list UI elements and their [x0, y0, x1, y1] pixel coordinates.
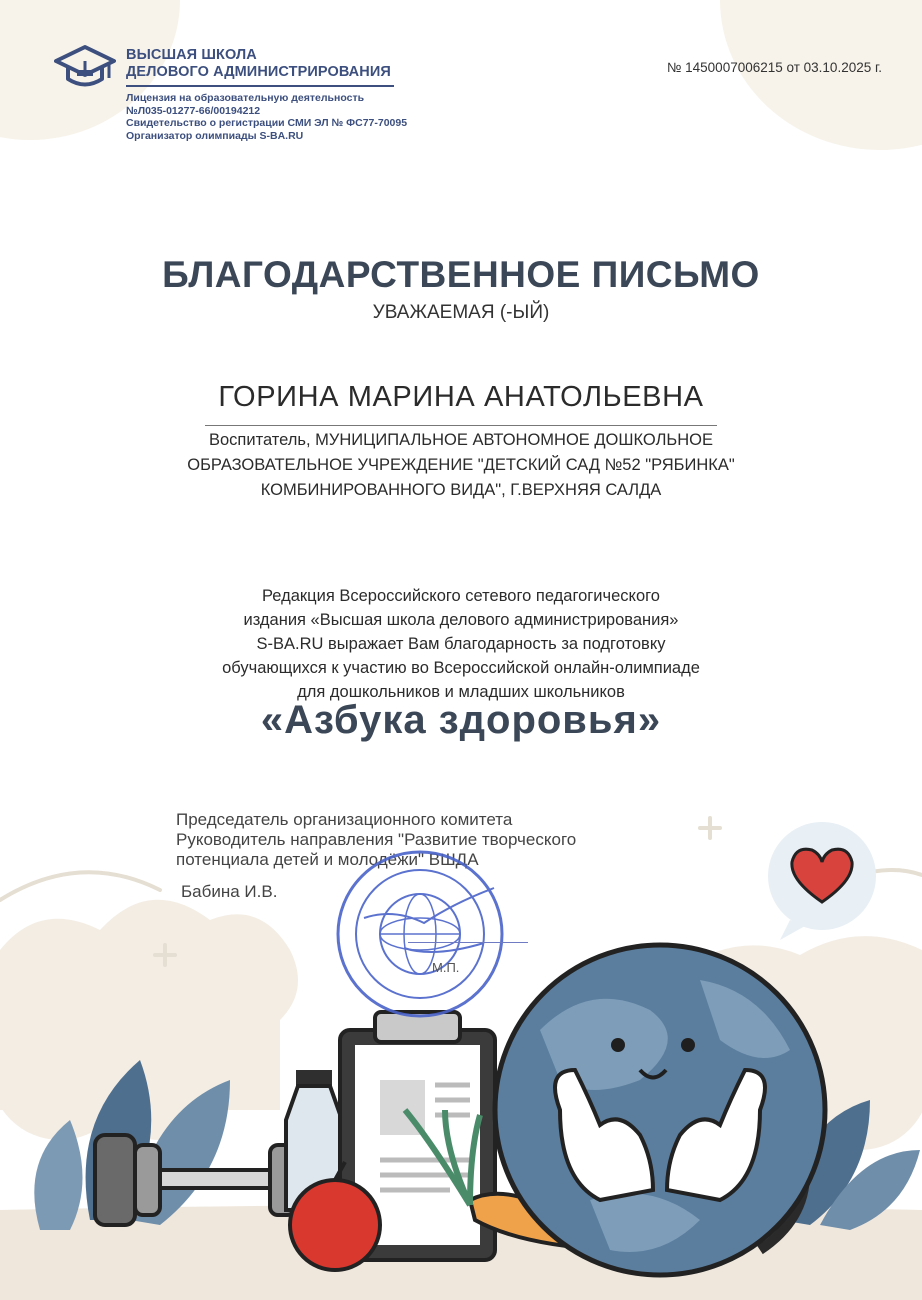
position-line: Воспитатель, МУНИЦИПАЛЬНОЕ АВТОНОМНОЕ ДОШКОЛЬНОЕ — [209, 431, 713, 449]
body-line: обучающихся к участию во Всероссийской онлайн-олимпиаде — [222, 659, 700, 677]
graduation-cap-icon — [54, 44, 116, 92]
org-name — [126, 47, 391, 81]
stamp-mark: М.П. — [432, 960, 460, 975]
name-underline — [205, 425, 717, 426]
position-line: КОМБИНИРОВАННОГО ВИДА", Г.ВЕРХНЯЯ САЛДА — [260, 481, 662, 499]
org-divider — [126, 85, 394, 87]
signature-line — [408, 942, 528, 943]
document-number: № 1450007006215 от 03.10.2025 г. — [666, 60, 882, 75]
body-line: S-BA.RU выражает Вам благодарность за подготовку — [256, 635, 666, 653]
position-line: ОБРАЗОВАТЕЛЬНОЕ УЧРЕЖДЕНИЕ "ДЕТСКИЙ САД №52 "РЯБИНКА" — [187, 456, 735, 474]
signer-name: Бабина И.В. — [181, 882, 278, 901]
license-text: Лицензия на образовательную деятельность — [126, 92, 365, 104]
olympiad-title: «Азбука здоровья» — [260, 698, 662, 742]
org-name-line: ДЕЛОВОГО АДМИНИСТРИРОВАНИЯ — [126, 64, 391, 80]
letter-body — [0, 584, 922, 704]
body-line: Редакция Всероссийского сетевого педагогического — [262, 587, 660, 605]
recipient-position — [0, 428, 922, 503]
body-line: издания «Высшая школа делового администрирования» — [243, 611, 679, 629]
signer-role-line: Председатель организационного комитета — [176, 810, 513, 829]
round-seal-stamp-icon — [334, 848, 506, 1020]
heart-speech-bubble-icon — [768, 822, 876, 940]
olympiad-organizer: Организатор олимпиады S-BA.RU — [126, 129, 304, 142]
salutation: УВАЖАЕМАЯ (-ЫЙ) — [372, 302, 550, 323]
globe-character-icon — [495, 945, 825, 1275]
license-number: №Л035-01277-66/00194212 — [126, 104, 261, 117]
media-registration: Свидетельство о регистрации СМИ ЭЛ № ФС77-70095 — [126, 117, 408, 129]
org-name-line: ВЫСШАЯ ШКОЛА — [126, 47, 257, 63]
org-details — [126, 92, 407, 142]
recipient-name: ГОРИНА МАРИНА АНАТОЛЬЕВНА — [218, 381, 704, 413]
corner-decoration — [720, 0, 922, 150]
body-line: для дошкольников и младших школьников — [297, 683, 625, 701]
signer-role-line: Руководитель направления "Развитие творческого — [176, 830, 577, 849]
signer-role-line: потенциала детей и молодёжи" ВШДА — [176, 850, 479, 869]
document-title: БЛАГОДАРСТВЕННОЕ ПИСЬМО — [162, 254, 760, 295]
